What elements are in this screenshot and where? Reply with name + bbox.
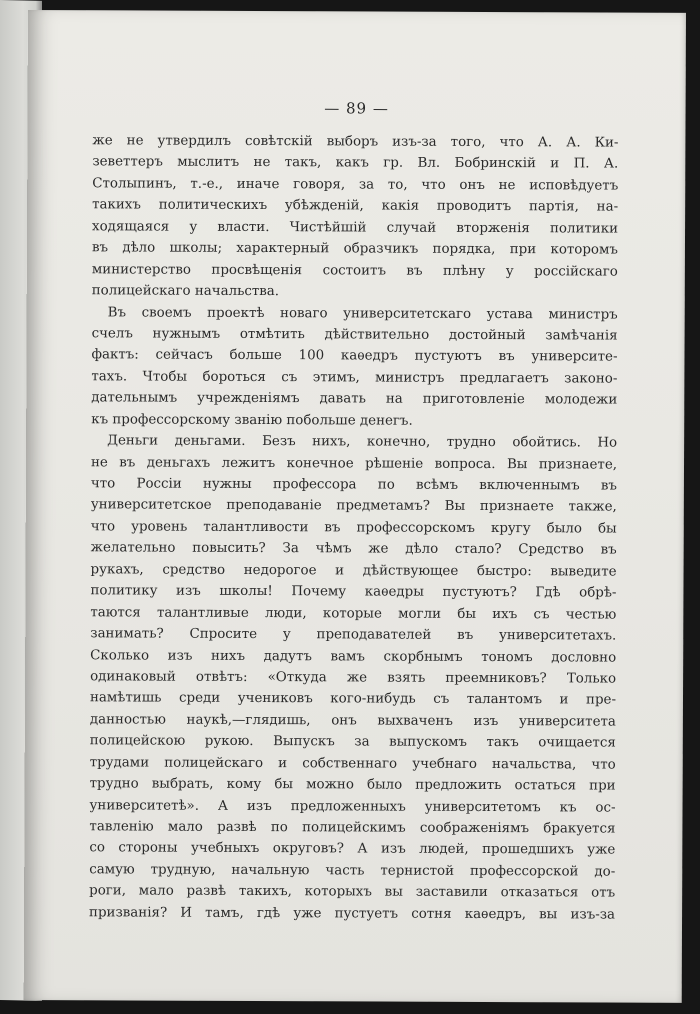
text-line: Деньги деньгами. Безъ нихъ, конечно, трудно обойтись. Но [107, 433, 618, 451]
text-line: Столыпинъ, т.-е., иначе говоря, за то, что онъ не исповѣдуетъ [92, 176, 619, 194]
text-line: ходящаяся у власти. Чистѣйшій случай вторженія политики [92, 219, 619, 237]
text-line: со стороны учебныхъ округовъ? А изъ людей, прошедшихъ уже [89, 840, 616, 859]
text-line: къ профессорскому званію побольше денегъ. [91, 411, 413, 429]
text-line: полицейскою рукою. Выпускъ за выпускомъ такъ очищается [89, 733, 616, 751]
text-line: призванія? И тамъ, гдѣ уже пустуетъ сотня каѳедръ, вы изъ-за [89, 905, 616, 923]
text-line: счелъ нужнымъ отмѣтить дѣйствительно достойный замѣчанія [91, 326, 618, 344]
text-line: полицейскаго начальства. [91, 283, 280, 300]
text-line: самую трудную, начальную часть тернистой профессорской до- [89, 862, 616, 880]
text-line: дательнымъ учрежденіямъ давать на приготовленіе молодежи [91, 390, 618, 408]
text-line: университетское преподаваніе предметамъ? Вы признаете также, [90, 497, 617, 516]
text-line: зеветтеръ мыслитъ не такъ, какъ гр. Вл. Бобринскій и П. А. [92, 154, 619, 173]
page-number: — 89 — [324, 99, 389, 118]
text-line: въ дѣло школы; характерный образчикъ порядка, при которомъ [91, 240, 618, 258]
text-line: трудами полицейскаго и собственнаго учебнаго начальства, что [89, 754, 616, 773]
text-line: министерство просвѣщенія состоитъ въ плѣну у россійскаго [91, 261, 618, 280]
text-line: желательно повысить? За чѣмъ же дѣло стало? Средство въ [90, 540, 617, 558]
text-line: фактъ: сейчасъ больше 100 каѳедръ пустуютъ въ университе- [91, 347, 618, 365]
text-line: роги, мало развѣ такихъ, которыхъ вы заставили отказаться отъ [89, 883, 616, 901]
text-line: же не утвердилъ совѣтскій выборъ изъ-за того, что А. А. Ки- [92, 133, 619, 151]
text-line: университетѣ». А изъ предложенныхъ университетомъ къ ос- [89, 797, 616, 816]
text-line: политику изъ школы! Почему каѳедры пустуютъ? Гдѣ обрѣ- [90, 583, 617, 601]
text-line: не въ деньгахъ лежитъ конечное рѣшеніе вопроса. Вы признаете, [90, 454, 618, 473]
text-line: рукахъ, средство недорогое и дѣйствующее быстро: выведите [90, 562, 617, 580]
body-text [89, 130, 618, 925]
text-line: данностью наукѣ,—глядишь, онъ выхваченъ изъ университета [89, 712, 616, 730]
text-line: занимать? Спросите у преподавателей въ университетахъ. [90, 626, 617, 644]
text-line: тавленію мало развѣ по полицейскимъ соображеніямъ бракуется [89, 819, 616, 837]
text-line: таются талантливые люди, которые могли бы ихъ съ честью [90, 604, 617, 623]
text-line: Сколько изъ нихъ дадутъ вамъ скорбнымъ тономъ дословно [90, 647, 617, 666]
book-page [24, 10, 686, 1003]
text-line: трудно выбрать, кому бы можно было предложить остаться при [89, 776, 616, 794]
text-line: тахъ. Чтобы бороться съ этимъ, министръ предлагаетъ законо- [91, 369, 618, 387]
text-line: Въ своемъ проектѣ новаго университетскаго устава министръ [107, 304, 618, 323]
text-line: намѣтишь среди учениковъ кого-нибудь съ талантомъ и пре- [89, 690, 617, 708]
text-line: что Россіи нужны профессора по всѣмъ включеннымъ въ [90, 476, 617, 494]
text-line: что уровень талантливости въ профессорскомъ кругу было бы [90, 519, 617, 537]
text-line: такихъ политическихъ убѣжденій, какія проводитъ партія, на- [92, 197, 619, 215]
text-line: одинаковый отвѣтъ: «Откуда же взять преемниковъ? Только [90, 669, 617, 687]
